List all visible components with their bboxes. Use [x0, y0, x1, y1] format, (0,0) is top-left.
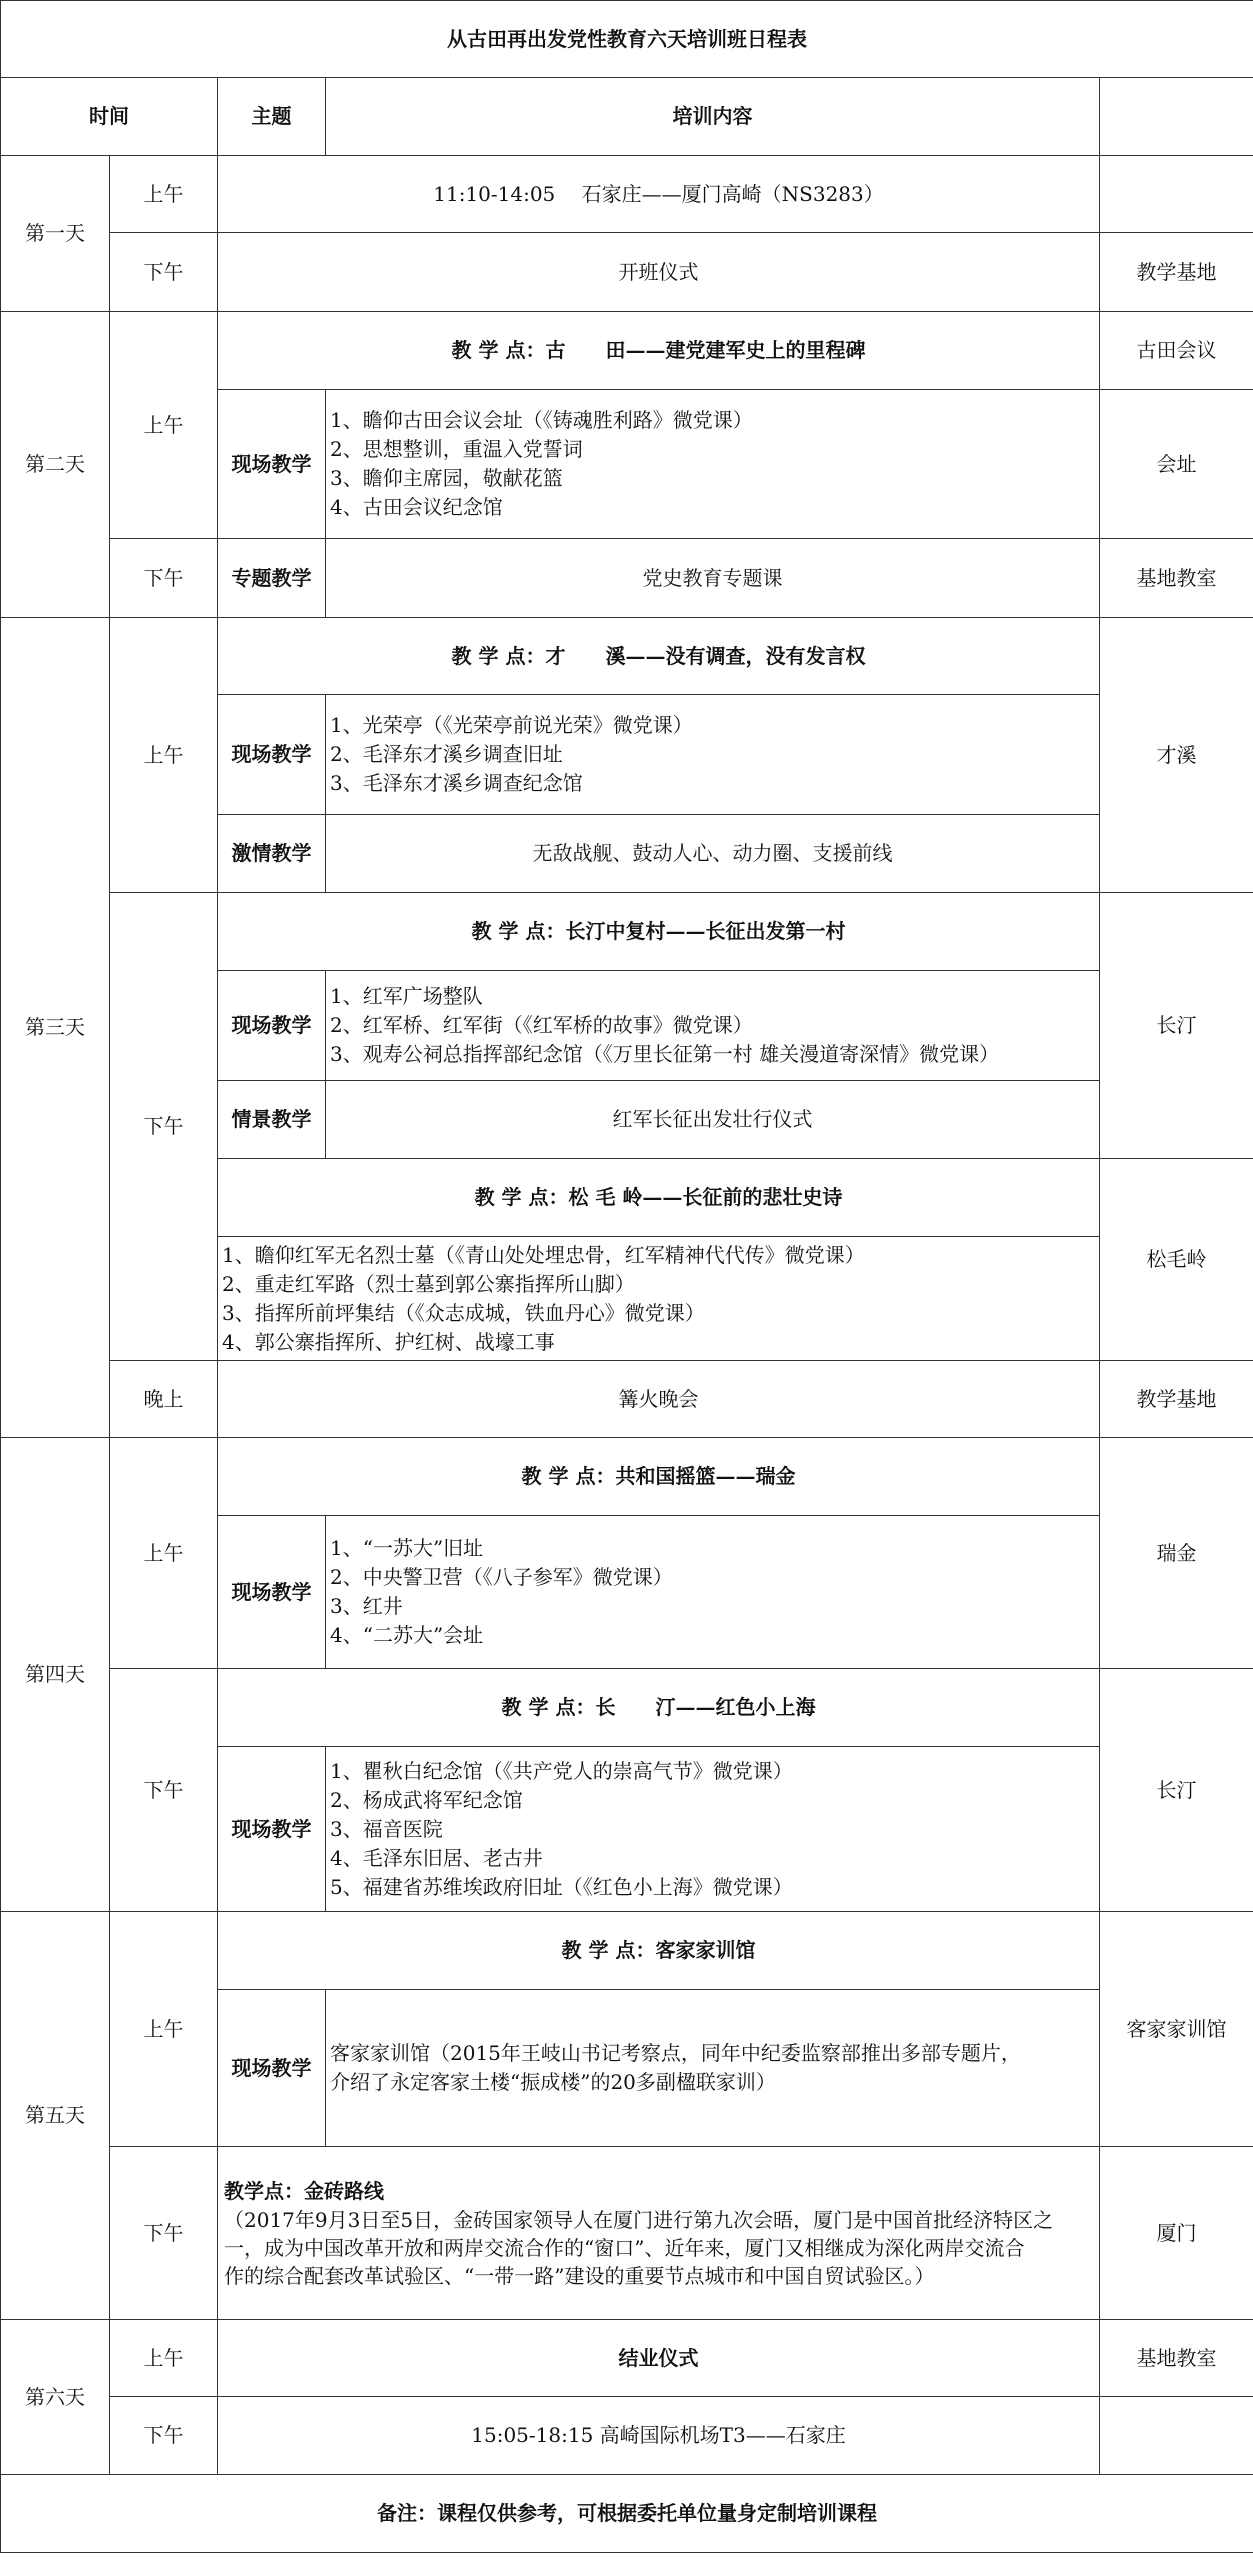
day3-pm-teaching-point-2: 教 学 点：松 毛 岭——长征前的悲壮史诗 [218, 1159, 1100, 1237]
day4-pm-teaching-point: 教 学 点：长 汀——红色小上海 [218, 1669, 1100, 1747]
list-item: 1、瞻仰古田会议会址（《铸魂胜利路》微党课） [330, 408, 753, 432]
paragraph-line: 介绍了永定客家土楼“振成楼”的20多副楹联家训） [330, 2070, 776, 2094]
page-title: 从古田再出发党性教育六天培训班日程表 [1, 1, 1253, 78]
day6-pm-place [1100, 2397, 1253, 2475]
paragraph-line: （2017年9月3日至5日，金砖国家领导人在厦门进行第九次会晤，厦门是中国首批经济特区之 [224, 2207, 1054, 2232]
day3-eve-row [1, 1361, 1253, 1438]
header-theme: 主题 [218, 78, 326, 156]
list-item: 4、“二苏大”会址 [330, 1623, 484, 1647]
day3-pm-place-2: 松毛岭 [1100, 1159, 1253, 1361]
list-item: 1、光荣亭（《光荣亭前说光荣》微党课） [330, 713, 693, 737]
paragraph-line: 客家家训馆（2015年王岐山书记考察点，同年中纪委监察部推出多部专题片， [330, 2041, 1021, 2065]
day5-am-onsite-theme: 现场教学 [218, 1990, 326, 2147]
list-item: 2、中央警卫营（《八子参军》微党课） [330, 1565, 673, 1589]
day1-am-row [1, 156, 1253, 233]
list-item: 4、郭公寨指挥所、护红树、战壕工事 [222, 1329, 555, 1354]
list-item: 4、古田会议纪念馆 [330, 495, 503, 519]
day3-eve-content: 篝火晚会 [218, 1361, 1100, 1438]
day5-pm-row [1, 2147, 1253, 2320]
day2-pm-theme: 专题教学 [218, 539, 326, 618]
day3-eve-place: 教学基地 [1100, 1361, 1253, 1438]
day5-am-label: 上午 [110, 1912, 218, 2147]
list-item: 3、红井 [330, 1594, 403, 1618]
day3-pm-place-1: 长汀 [1100, 893, 1253, 1159]
list-item: 4、毛泽东旧居、老古井 [330, 1845, 543, 1870]
day4-am-teaching-point: 教 学 点：共和国摇篮——瑞金 [218, 1438, 1100, 1516]
day3-am-teaching-point: 教 学 点：才 溪——没有调查，没有发言权 [218, 618, 1100, 695]
day1-label: 第一天 [1, 156, 110, 312]
day6-pm-content: 15:05-18:15 高崎国际机场T3——石家庄 [218, 2397, 1100, 2475]
day3-pm-onsite-theme: 现场教学 [218, 971, 326, 1081]
list-item: 1、瞻仰红军无名烈士墓（《青山处处埋忠骨，红军精神代代传》微党课） [222, 1242, 865, 1267]
list-item: 2、杨成武将军纪念馆 [330, 1787, 523, 1812]
day5-am-onsite-text [326, 1990, 1100, 2147]
day4-pm-onsite-theme: 现场教学 [218, 1747, 326, 1912]
day5-pm-teaching-point: 教学点：金砖路线 [224, 2178, 384, 2203]
day1-pm-row [1, 233, 1253, 312]
day3-am-onsite-theme: 现场教学 [218, 695, 326, 815]
day6-label: 第六天 [1, 2320, 110, 2475]
day4-pm-label: 下午 [110, 1669, 218, 1912]
day1-pm-label: 下午 [110, 233, 218, 312]
day5-am-teaching-point: 教 学 点：客家家训馆 [218, 1912, 1100, 1990]
list-item: 2、重走红军路（烈士墓到郭公寨指挥所山脚） [222, 1271, 635, 1296]
day5-pm-content [218, 2147, 1100, 2320]
day2-point-place: 古田会议 [1100, 312, 1253, 390]
day4-am-label: 上午 [110, 1438, 218, 1669]
day6-am-place: 基地教室 [1100, 2320, 1253, 2397]
day3-am-label: 上午 [110, 618, 218, 893]
day2-onsite-place: 会址 [1100, 390, 1253, 539]
day2-pm-label: 下午 [110, 539, 218, 618]
paragraph-line: 作的综合配套改革试验区、“一带一路”建设的重要节点城市和中国自贸试验区。） [224, 2263, 935, 2288]
day2-onsite-list [326, 390, 1100, 539]
paragraph-line: 一，成为中国改革开放和两岸交流合作的“窗口”、近年来，厦门又相继成为深化两岸交流合 [224, 2235, 1025, 2260]
day2-pm-place: 基地教室 [1100, 539, 1253, 618]
day3-label: 第三天 [1, 618, 110, 1438]
day3-eve-label: 晚上 [110, 1361, 218, 1438]
day3-pm-list-2 [218, 1237, 1100, 1361]
list-item: 3、瞻仰主席园，敬献花篮 [330, 466, 563, 490]
day3-am-place: 才溪 [1100, 618, 1253, 893]
list-item: 1、瞿秋白纪念馆（《共产党人的崇高气节》微党课） [330, 1758, 793, 1783]
day6-am-label: 上午 [110, 2320, 218, 2397]
day3-pm-scene-theme: 情景教学 [218, 1081, 326, 1159]
day5-am-point-row [1, 1912, 1253, 1990]
day6-pm-row [1, 2397, 1253, 2475]
day2-am-label: 上午 [110, 312, 218, 539]
day4-am-onsite-list [326, 1516, 1100, 1669]
day6-am-content: 结业仪式 [218, 2320, 1100, 2397]
list-item: 2、红军桥、红军街（《红军桥的故事》微党课） [330, 1013, 753, 1037]
day6-pm-label: 下午 [110, 2397, 218, 2475]
day4-pm-onsite-list [326, 1747, 1100, 1912]
day1-pm-place: 教学基地 [1100, 233, 1253, 312]
day3-pm-point1-row [1, 893, 1253, 971]
day2-teaching-point: 教 学 点：古 田——建党建军史上的里程碑 [218, 312, 1100, 390]
day3-pm-scene-content: 红军长征出发壮行仪式 [326, 1081, 1100, 1159]
day2-pm-row [1, 539, 1253, 618]
list-item: 2、思想整训，重温入党誓词 [330, 437, 583, 461]
header-time: 时间 [1, 78, 218, 156]
day1-am-label: 上午 [110, 156, 218, 233]
day4-am-point-row [1, 1438, 1253, 1516]
day3-am-onsite-list [326, 695, 1100, 815]
list-item: 3、观寿公祠总指挥部纪念馆（《万里长征第一村 雄关漫道寄深情》微党课） [330, 1042, 1000, 1066]
header-place [1100, 78, 1253, 156]
day1-am-content: 11:10-14:05 石家庄——厦门高崎（NS3283） [218, 156, 1100, 233]
day3-am-passion-content: 无敌战舰、鼓动人心、动力圈、支援前线 [326, 815, 1100, 893]
day4-am-onsite-theme: 现场教学 [218, 1516, 326, 1669]
day4-pm-place: 长汀 [1100, 1669, 1253, 1912]
day5-pm-label: 下午 [110, 2147, 218, 2320]
day2-pm-content: 党史教育专题课 [326, 539, 1100, 618]
day2-onsite-theme: 现场教学 [218, 390, 326, 539]
day5-label: 第五天 [1, 1912, 110, 2320]
list-item: 3、毛泽东才溪乡调查纪念馆 [330, 771, 583, 795]
list-item: 3、福音医院 [330, 1816, 443, 1841]
day4-label: 第四天 [1, 1438, 110, 1912]
list-item: 2、毛泽东才溪乡调查旧址 [330, 742, 563, 766]
day4-pm-point-row [1, 1669, 1253, 1747]
list-item: 5、福建省苏维埃政府旧址（《红色小上海》微党课） [330, 1874, 793, 1899]
day3-pm-onsite-list [326, 971, 1100, 1081]
day2-label: 第二天 [1, 312, 110, 618]
day2-point-row [1, 312, 1253, 390]
list-item: 3、指挥所前坪集结（《众志成城，铁血丹心》微党课） [222, 1300, 705, 1325]
day5-pm-place: 厦门 [1100, 2147, 1253, 2320]
day6-am-row [1, 2320, 1253, 2397]
day1-am-place [1100, 156, 1253, 233]
list-item: 1、“一苏大”旧址 [330, 1536, 484, 1560]
header-content: 培训内容 [326, 78, 1100, 156]
day3-am-point-row [1, 618, 1253, 695]
day1-pm-content: 开班仪式 [218, 233, 1100, 312]
list-item: 1、红军广场整队 [330, 984, 483, 1008]
day5-am-place: 客家家训馆 [1100, 1912, 1253, 2147]
day3-am-passion-theme: 激情教学 [218, 815, 326, 893]
day4-am-place: 瑞金 [1100, 1438, 1253, 1669]
day3-pm-label: 下午 [110, 893, 218, 1361]
day3-pm-teaching-point-1: 教 学 点：长汀中复村——长征出发第一村 [218, 893, 1100, 971]
footnote: 备注：课程仅供参考，可根据委托单位量身定制培训课程 [1, 2475, 1253, 2553]
